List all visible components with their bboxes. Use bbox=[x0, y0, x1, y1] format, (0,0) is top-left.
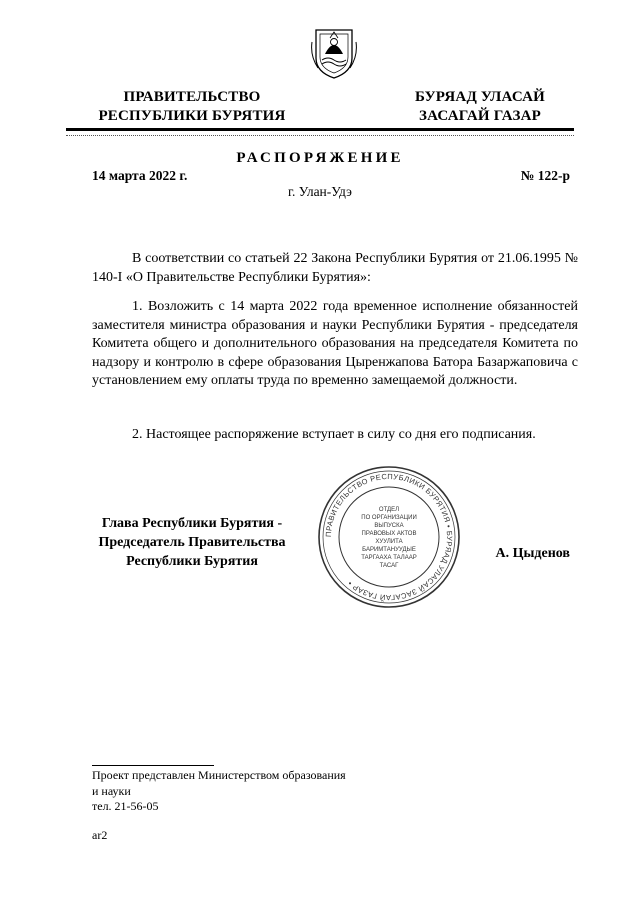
signatory-name: А. Цыденов bbox=[495, 546, 570, 561]
org-name-russian-line1: ПРАВИТЕЛЬСТВО bbox=[123, 89, 261, 105]
seal-inner-text-4: ПРАВОВЫХ АКТОВ bbox=[361, 531, 417, 537]
clause-2-paragraph: 2. Настоящее распоряжение вступает в силу со дня его подписания. bbox=[132, 427, 536, 442]
footnote-line2: и науки bbox=[92, 783, 131, 798]
signatory-title-line1: Глава Республики Бурятия - bbox=[101, 516, 283, 531]
signatory-title bbox=[92, 514, 292, 571]
coat-of-arms-icon bbox=[310, 22, 358, 80]
org-name-buryat-line2: ЗАСАГАЙ ГАЗАР bbox=[419, 108, 541, 124]
seal-inner-text-7: ТАРГААХА ТАЛААР bbox=[361, 555, 417, 561]
document-city: г. Улан-Удэ bbox=[288, 184, 352, 199]
seal-inner-text-6: БАРИМТАНУУДЫЕ bbox=[362, 547, 416, 553]
document-title: РАСПОРЯЖЕНИЕ bbox=[236, 150, 404, 166]
seal-ring-text: ПРАВИТЕЛЬСТВО РЕСПУБЛИКИ БУРЯТИЯ • БУРЯАД УЛАСАЙ ЗАСАГАЙ ГАЗАР • bbox=[323, 471, 455, 603]
footnote-line1: Проект представлен Министерством образования bbox=[92, 768, 346, 782]
signatory-title-line3: Республики Бурятия bbox=[126, 554, 258, 569]
clause-1-paragraph: 1. Возложить с 14 марта 2022 года временное исполнение обязанностей заместителя министра образования и науки Республики Бурятия - председателя Комитета общего и дополнительного образования на председателя Комитета по надзору и контролю в сфере образования Цыренжапова Батора Базаржаповича с установлением ему оплаты труда по временно замещаемой должности. bbox=[92, 299, 578, 388]
org-name-russian-line2: РЕСПУБЛИКИ БУРЯТИЯ bbox=[98, 108, 286, 124]
seal-inner-text-2: ПО ОРГАНИЗАЦИИ bbox=[361, 515, 417, 521]
document-code: ar2 bbox=[92, 828, 108, 842]
official-seal-stamp bbox=[316, 464, 462, 610]
signatory-title-line2: Председатель Правительства bbox=[98, 535, 286, 550]
header-rule bbox=[66, 128, 574, 131]
footnote bbox=[92, 768, 346, 815]
footnote-line3: тел. 21-56-05 bbox=[92, 799, 159, 813]
seal-inner-text-5: ХУУЛИТА bbox=[375, 539, 403, 545]
document-number: № 122-р bbox=[520, 168, 570, 183]
org-name-russian bbox=[92, 88, 292, 126]
seal-inner-text-8: ТАСАГ bbox=[379, 563, 399, 569]
org-name-buryat-line1: БУРЯАД УЛАСАЙ bbox=[414, 89, 546, 105]
footnote-rule bbox=[92, 765, 214, 766]
document-date: 14 марта 2022 г. bbox=[92, 168, 188, 183]
preamble-paragraph: В соответствии со статьей 22 Закона Республики Бурятия от 21.06.1995 № 140-I «О Правительстве Республики Бурятия»: bbox=[92, 251, 578, 285]
header-dotted-rule bbox=[66, 135, 574, 136]
org-name-buryat bbox=[400, 88, 560, 126]
seal-inner-text-3: ВЫПУСКА bbox=[374, 523, 404, 529]
seal-inner-text-1: ОТДЕЛ bbox=[378, 507, 400, 513]
